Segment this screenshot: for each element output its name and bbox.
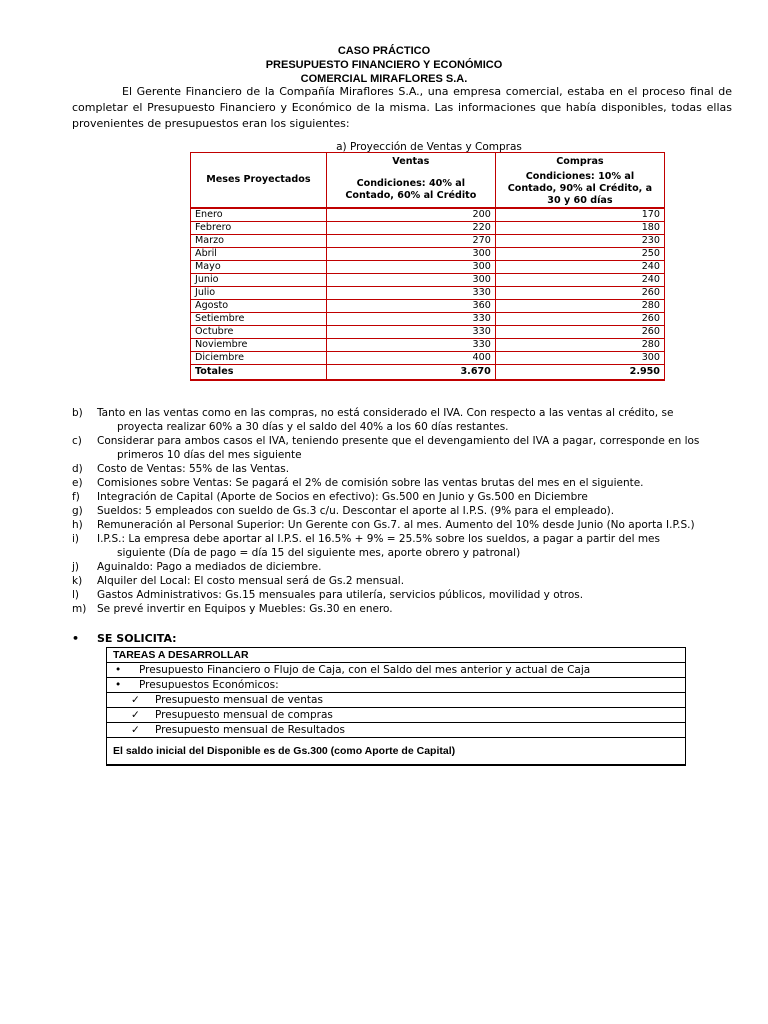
header-purchases-title: Compras xyxy=(556,156,604,167)
note-text: Se prevé invertir en Equipos y Muebles: Gs.30 en enero. xyxy=(97,603,393,615)
note-item xyxy=(72,476,732,490)
note-label: m) xyxy=(72,603,87,615)
task-subitem-label: Presupuesto mensual de compras xyxy=(155,709,333,721)
table-row xyxy=(191,274,665,287)
task-subitem-resultados xyxy=(107,723,686,738)
cell-month: Enero xyxy=(191,208,327,222)
check-icon: ✓ xyxy=(131,709,140,721)
title-presupuesto: PRESUPUESTO FINANCIERO Y ECONÓMICO xyxy=(265,59,503,71)
cell-purchases: 240 xyxy=(495,261,664,274)
note-item xyxy=(72,490,732,504)
cell-sales: 300 xyxy=(326,261,495,274)
cell-month: Diciembre xyxy=(191,352,327,365)
se-solicita-label: SE SOLICITA: xyxy=(97,632,177,645)
cell-month: Agosto xyxy=(191,300,327,313)
task-subitem-ventas xyxy=(107,693,686,708)
note-text: I.P.S.: La empresa debe aportar al I.P.S. el 16.5% + 9% = 25.5% sobre los sueldos, a pagar a partir del mes xyxy=(97,533,660,545)
title-block xyxy=(0,44,768,86)
task-item-label: Presupuesto Financiero o Flujo de Caja, con el Saldo del mes anterior y actual de Caja xyxy=(139,664,591,676)
check-icon: ✓ xyxy=(131,694,140,706)
cell-sales: 400 xyxy=(326,352,495,365)
cell-sales: 220 xyxy=(326,222,495,235)
note-item xyxy=(72,462,732,476)
cell-purchases: 170 xyxy=(495,208,664,222)
title-caso-practico: CASO PRÁCTICO xyxy=(337,45,431,57)
se-solicita xyxy=(72,632,177,645)
cell-sales: 270 xyxy=(326,235,495,248)
header-sales xyxy=(326,153,495,209)
table-row xyxy=(191,208,665,222)
note-item xyxy=(72,406,732,434)
note-item xyxy=(72,588,732,602)
cell-sales: 200 xyxy=(326,208,495,222)
note-text: Integración de Capital (Aporte de Socios en efectivo): Gs.500 en Junio y Gs.500 en Diciembre xyxy=(97,491,588,503)
note-text: Aguinaldo: Pago a mediados de diciembre. xyxy=(97,561,322,573)
total-label: Totales xyxy=(191,365,327,381)
cell-sales: 360 xyxy=(326,300,495,313)
note-label: d) xyxy=(72,463,83,475)
notes-list xyxy=(72,406,732,616)
note-label: h) xyxy=(72,519,83,531)
task-subitem-label: Presupuesto mensual de Resultados xyxy=(155,724,346,736)
task-item-presupuestos-economicos xyxy=(107,678,686,693)
cell-purchases: 260 xyxy=(495,313,664,326)
note-item xyxy=(72,532,732,560)
cell-sales: 330 xyxy=(326,339,495,352)
note-label: c) xyxy=(72,435,82,447)
cell-month: Abril xyxy=(191,248,327,261)
note-item xyxy=(72,602,732,616)
note-label: k) xyxy=(72,575,83,587)
cell-sales: 330 xyxy=(326,326,495,339)
cell-purchases: 260 xyxy=(495,287,664,300)
note-text: Costo de Ventas: 55% de las Ventas. xyxy=(97,463,290,475)
note-label: g) xyxy=(72,505,83,517)
saldo-inicial-note: El saldo inicial del Disponible es de Gs.300 (como Aporte de Capital) xyxy=(107,738,686,766)
cell-month: Julio xyxy=(191,287,327,300)
note-label: f) xyxy=(72,491,80,503)
note-continuation: proyecta realizar 60% a 30 días y el saldo del 40% a los 60 días restantes. xyxy=(117,421,509,433)
cell-month: Noviembre xyxy=(191,339,327,352)
table-row xyxy=(191,326,665,339)
table-total-row xyxy=(191,365,665,381)
cell-sales: 300 xyxy=(326,274,495,287)
table-row xyxy=(191,261,665,274)
note-item xyxy=(72,504,732,518)
table-row xyxy=(191,313,665,326)
cell-purchases: 280 xyxy=(495,300,664,313)
task-item-label: Presupuestos Económicos: xyxy=(139,679,279,691)
task-item-flujo-caja xyxy=(107,663,686,678)
cell-purchases: 300 xyxy=(495,352,664,365)
note-text: Tanto en las ventas como en las compras, no está considerado el IVA. Con respecto a las ventas al crédito, se xyxy=(97,407,674,419)
note-continuation: primeros 10 días del mes siguiente xyxy=(117,449,302,461)
table-caption: a) Proyección de Ventas y Compras xyxy=(336,141,522,153)
cell-month: Febrero xyxy=(191,222,327,235)
note-text: Alquiler del Local: El costo mensual será de Gs.2 mensual. xyxy=(97,575,405,587)
note-text: Considerar para ambos casos el IVA, teniendo presente que el devengamiento del IVA a pagar, corresponde en los xyxy=(97,435,700,447)
intro-paragraph: El Gerente Financiero de la Compañía Miraflores S.A., una empresa comercial, estaba en el proceso final de completar el Presupuesto Financiero y Económico de la misma. Las informaciones que había disponibles, todas ellas provenientes de presupuestos eran los siguientes: xyxy=(72,85,732,130)
note-label: j) xyxy=(72,561,80,573)
note-text: Comisiones sobre Ventas: Se pagará el 2% de comisión sobre las ventas brutas del mes en el siguiente. xyxy=(97,477,644,489)
cell-purchases: 230 xyxy=(495,235,664,248)
table-row xyxy=(191,248,665,261)
header-purchases-conditions: Condiciones: 10% al Contado, 90% al Crédito, a 30 y 60 días xyxy=(507,171,653,206)
note-continuation: siguiente (Día de pago = día 15 del siguiente mes, aporte obrero y patronal) xyxy=(117,547,521,559)
cell-purchases: 240 xyxy=(495,274,664,287)
cell-sales: 330 xyxy=(326,287,495,300)
tasks-table xyxy=(106,647,686,766)
task-subitem-label: Presupuesto mensual de ventas xyxy=(155,694,323,706)
sales-purchases-table xyxy=(190,152,665,381)
check-icon: ✓ xyxy=(131,724,140,736)
cell-purchases: 250 xyxy=(495,248,664,261)
table-row xyxy=(191,352,665,365)
note-text: Gastos Administrativos: Gs.15 mensuales para utilería, servicios públicos, movilidad y otros. xyxy=(97,589,584,601)
bullet-icon: • xyxy=(115,679,122,691)
note-label: e) xyxy=(72,477,83,489)
total-purchases: 2.950 xyxy=(495,365,664,381)
table-row xyxy=(191,222,665,235)
cell-purchases: 280 xyxy=(495,339,664,352)
note-item xyxy=(72,560,732,574)
note-item xyxy=(72,574,732,588)
note-item xyxy=(72,518,732,532)
title-company: COMERCIAL MIRAFLORES S.A. xyxy=(300,73,468,85)
note-item xyxy=(72,434,732,462)
note-label: l) xyxy=(72,589,80,601)
cell-month: Mayo xyxy=(191,261,327,274)
bullet-icon: • xyxy=(72,632,80,645)
table-row xyxy=(191,235,665,248)
note-text: Sueldos: 5 empleados con sueldo de Gs.3 c/u. Descontar el aporte al I.P.S. (9% para el empleado). xyxy=(97,505,615,517)
cell-sales: 330 xyxy=(326,313,495,326)
header-sales-title: Ventas xyxy=(392,156,430,167)
cell-sales: 300 xyxy=(326,248,495,261)
note-label: i) xyxy=(72,533,80,545)
note-label: b) xyxy=(72,407,83,419)
cell-month: Marzo xyxy=(191,235,327,248)
header-sales-conditions: Condiciones: 40% al Contado, 60% al Crédito xyxy=(345,178,477,201)
table-body xyxy=(191,208,665,365)
header-purchases xyxy=(495,153,664,209)
note-text: Remuneración al Personal Superior: Un Gerente con Gs.7. al mes. Aumento del 10% desde Junio (No aporta I.P.S.) xyxy=(97,519,695,531)
total-sales: 3.670 xyxy=(326,365,495,381)
cell-purchases: 180 xyxy=(495,222,664,235)
header-months: Meses Proyectados xyxy=(191,153,327,209)
table-row xyxy=(191,339,665,352)
table-row xyxy=(191,287,665,300)
task-subitem-compras xyxy=(107,708,686,723)
tasks-header: TAREAS A DESARROLLAR xyxy=(107,648,686,663)
cell-purchases: 260 xyxy=(495,326,664,339)
cell-month: Junio xyxy=(191,274,327,287)
bullet-icon: • xyxy=(115,664,122,676)
cell-month: Setiembre xyxy=(191,313,327,326)
cell-month: Octubre xyxy=(191,326,327,339)
table-row xyxy=(191,300,665,313)
